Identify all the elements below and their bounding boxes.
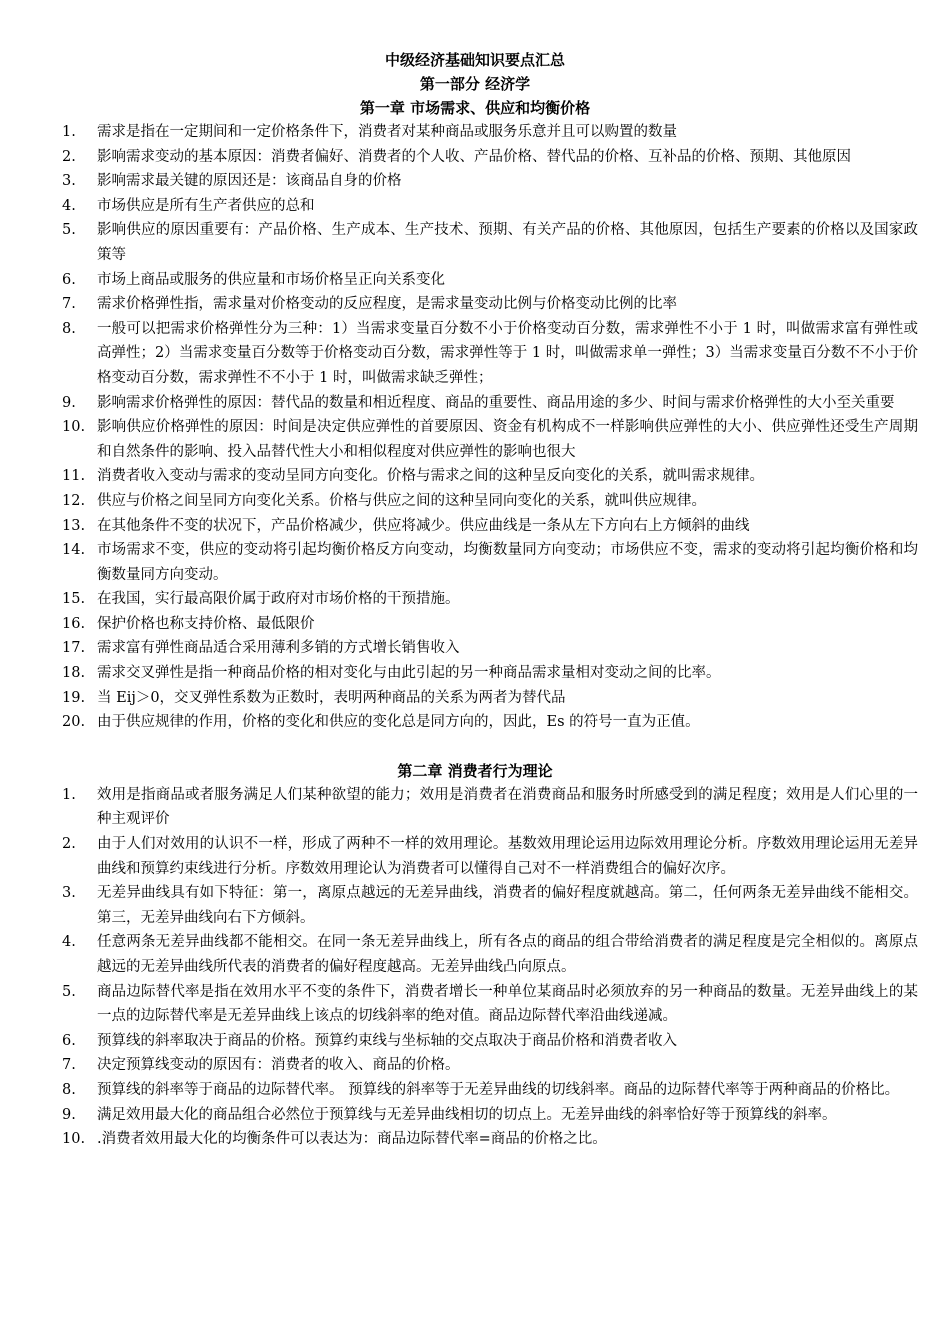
list-item — [0, 930, 950, 979]
list-item-number: 3. — [62, 885, 76, 902]
list-item-text: 影响需求价格弹性的原因：替代品的数量和相近程度、商品的重要性、商品用途的多少、时间与需求价格弹性的大小至关重要 — [97, 394, 895, 411]
list-item — [0, 120, 950, 145]
list-item-text: 无差异曲线具有如下特征：第一，离原点越远的无差异曲线，消费者的偏好程度就越高。第二，任何两条无差异曲线不能相交。第三，无差异曲线向右下方倾斜。 — [97, 885, 918, 926]
list-item-text: 由于人们对效用的认识不一样，形成了两种不一样的效用理论。基数效用理论运用边际效用理论分析。序数效用理论运用无差异曲线和预算约束线进行分析。序数效用理论认为消费者可以懂得自己对不一样消费组合的偏好次序。 — [97, 836, 918, 877]
list-item — [0, 292, 950, 317]
list-item — [0, 832, 950, 881]
list-item-number: 4. — [62, 197, 76, 214]
list-item-number: 10. — [62, 1131, 86, 1148]
chapter-1-list — [0, 120, 950, 735]
list-item — [0, 1103, 950, 1128]
list-item — [0, 636, 950, 661]
list-item — [0, 489, 950, 514]
list-item — [0, 391, 950, 416]
list-item-text: 预算线的斜率等于商品的边际替代率。 预算线的斜率等于无差异曲线的切线斜率。商品的边际替代率等于两种商品的价格比。 — [97, 1081, 900, 1098]
list-item-text: 市场上商品或服务的供应量和市场价格呈正向关系变化 — [97, 271, 445, 288]
list-item-text: 供应与价格之间呈同方向变化关系。价格与供应之间的这种呈同向变化的关系，就叫供应规律。 — [97, 492, 706, 509]
list-item — [0, 464, 950, 489]
list-item-number: 8. — [62, 320, 76, 337]
list-item-number: 2. — [62, 148, 76, 165]
list-item-number: 8. — [62, 1081, 76, 1098]
list-item — [0, 686, 950, 711]
list-item-number: 15. — [62, 591, 86, 608]
list-item — [0, 881, 950, 930]
list-item — [0, 317, 950, 391]
list-item-text: 在我国，实行最高限价属于政府对市场价格的干预措施。 — [97, 591, 460, 608]
list-item-number: 9. — [62, 1106, 76, 1123]
list-item-text: 需求富有弹性商品适合采用薄利多销的方式增长销售收入 — [97, 640, 460, 657]
list-item — [0, 218, 950, 267]
list-item-text: 一般可以把需求价格弹性分为三种：1）当需求变量百分数不小于价格变动百分数，需求弹性不小于 1 时，叫做需求富有弹性或高弹性；2）当需求变量百分数等于价格变动百分数，需求弹性等于 1 时，叫做需求单一弹性；3）当需求变量百分数不不小于价格变动百分数，需求弹性不不小于 1 时，叫做需求缺乏弹性； — [97, 320, 918, 386]
list-item — [0, 1127, 950, 1152]
list-item-number: 1. — [62, 124, 76, 140]
list-item-number: 16. — [62, 615, 86, 632]
part-title: 第一部分 经济学 — [419, 75, 531, 93]
list-item — [0, 1078, 950, 1103]
list-item-text: 影响需求最关键的原因还是：该商品自身的价格 — [97, 173, 402, 190]
list-item — [0, 587, 950, 612]
list-item-text: 市场需求不变，供应的变动将引起均衡价格反方向变动，均衡数量同方向变动；市场供应不变，需求的变动将引起均衡价格和均衡数量同方向变动。 — [97, 542, 918, 583]
list-item-number: 1. — [62, 786, 76, 803]
list-item — [0, 514, 950, 539]
list-item — [0, 169, 950, 194]
list-item-number: 7. — [62, 1057, 76, 1074]
list-item-number: 5. — [62, 222, 76, 239]
list-item — [0, 415, 950, 464]
list-item — [0, 268, 950, 293]
list-item-number: 2. — [62, 836, 76, 853]
list-item-text: 商品边际替代率是指在效用水平不变的条件下，消费者增长一种单位某商品时必须放弃的另一种商品的数量。无差异曲线上的某一点的边际替代率是无差异曲线上该点的切线斜率的绝对值。商品边际替代率沿曲线递减。 — [97, 983, 918, 1025]
list-item-number: 5. — [62, 983, 76, 1000]
list-item-number: 6. — [62, 1032, 76, 1049]
list-item-text: 效用是指商品或者服务满足人们某种欲望的能力；效用是消费者在消费商品和服务时所感受到的满足程度；效用是人们心里的一种主观评价 — [97, 786, 918, 828]
list-item-text: 当 Eij＞0，交叉弹性系数为正数时，表明两种商品的关系为两者为替代品 — [97, 689, 566, 706]
chapter-1-title: 第一章 市场需求、供应和均衡价格 — [359, 99, 591, 117]
list-item-number: 3. — [62, 173, 76, 190]
list-item-number: 19. — [62, 689, 86, 706]
list-item-text: 需求交叉弹性是指一种商品价格的相对变化与由此引起的另一种商品需求量相对变动之间的比率。 — [97, 665, 721, 682]
chapter-1-section — [0, 96, 950, 735]
list-item — [0, 145, 950, 170]
chapter-2-section — [0, 759, 950, 1152]
list-item-text: .消费者效用最大化的均衡条件可以表达为：商品边际替代率=商品的价格之比。 — [97, 1131, 607, 1148]
chapter-2-title: 第二章 消费者行为理论 — [397, 761, 553, 780]
list-item-text: 满足效用最大化的商品组合必然位于预算线与无差异曲线相切的切点上。无差异曲线的斜率恰好等于预算线的斜率。 — [97, 1106, 837, 1123]
list-item — [0, 980, 950, 1029]
list-item-text: 由于供应规律的作用，价格的变化和供应的变化总是同方向的，因此，Es 的符号一直为正值。 — [97, 714, 700, 731]
list-item-text: 需求是指在一定期间和一定价格条件下，消费者对某种商品或服务乐意并且可以购置的数量 — [97, 124, 677, 140]
list-item — [0, 538, 950, 587]
list-item-text: 预算线的斜率取决于商品的价格。预算约束线与坐标轴的交点取决于商品价格和消费者收入 — [97, 1032, 677, 1049]
list-item-text: 消费者收入变动与需求的变动呈同方向变化。价格与需求之间的这种呈反向变化的关系，就叫需求规律。 — [97, 468, 764, 485]
list-item — [0, 710, 950, 735]
list-item-text: 影响需求变动的基本原因：消费者偏好、消费者的个人收、产品价格、替代品的价格、互补品的价格、预期、其他原因 — [97, 148, 851, 165]
list-item-number: 13. — [62, 517, 86, 534]
list-item-text: 市场供应是所有生产者供应的总和 — [97, 197, 315, 214]
list-item-number: 20. — [62, 714, 86, 731]
list-item — [0, 612, 950, 637]
list-item-number: 14. — [62, 542, 86, 559]
list-item-text: 影响供应价格弹性的原因：时间是决定供应弹性的首要原因、资金有机构成不一样影响供应弹性的大小、供应弹性还受生产周期和自然条件的影响、投入品替代性大小和相似程度对供应弹性的影响也很大 — [97, 419, 918, 460]
list-item — [0, 1053, 950, 1078]
list-item — [0, 194, 950, 219]
list-item-text: 影响供应的原因重要有：产品价格、生产成本、生产技术、预期、有关产品的价格、其他原因，包括生产要素的价格以及国家政策等 — [97, 222, 918, 263]
list-item-number: 12. — [62, 492, 86, 509]
list-item-text: 需求价格弹性指，需求量对价格变动的反应程度，是需求量变动比例与价格变动比例的比率 — [97, 296, 677, 313]
document-page — [0, 48, 950, 1152]
list-item-number: 17. — [62, 640, 86, 657]
list-item — [0, 661, 950, 686]
list-item — [0, 783, 950, 832]
list-item-number: 11. — [62, 468, 86, 485]
list-item-text: 决定预算线变动的原因有：消费者的收入、商品的价格。 — [97, 1057, 460, 1074]
list-item-text: 任意两条无差异曲线都不能相交。在同一条无差异曲线上，所有各点的商品的组合带给消费者的满足程度是完全相似的。离原点越远的无差异曲线所代表的消费者的偏好程度越高。无差异曲线凸向原点。 — [97, 934, 918, 975]
list-item — [0, 1029, 950, 1054]
list-item-text: 保护价格也称支持价格、最低限价 — [97, 615, 315, 632]
list-item-text: 在其他条件不变的状况下，产品价格减少，供应将减少。供应曲线是一条从左下方向右上方倾斜的曲线 — [97, 517, 750, 534]
document-title: 中级经济基础知识要点汇总 — [384, 51, 565, 69]
list-item-number: 4. — [62, 934, 76, 951]
list-item-number: 6. — [62, 271, 76, 288]
chapter-2-list — [0, 783, 950, 1152]
list-item-number: 9. — [62, 394, 76, 411]
list-item-number: 7. — [62, 296, 76, 313]
list-item-number: 18. — [62, 665, 86, 682]
list-item-number: 10. — [62, 419, 86, 436]
